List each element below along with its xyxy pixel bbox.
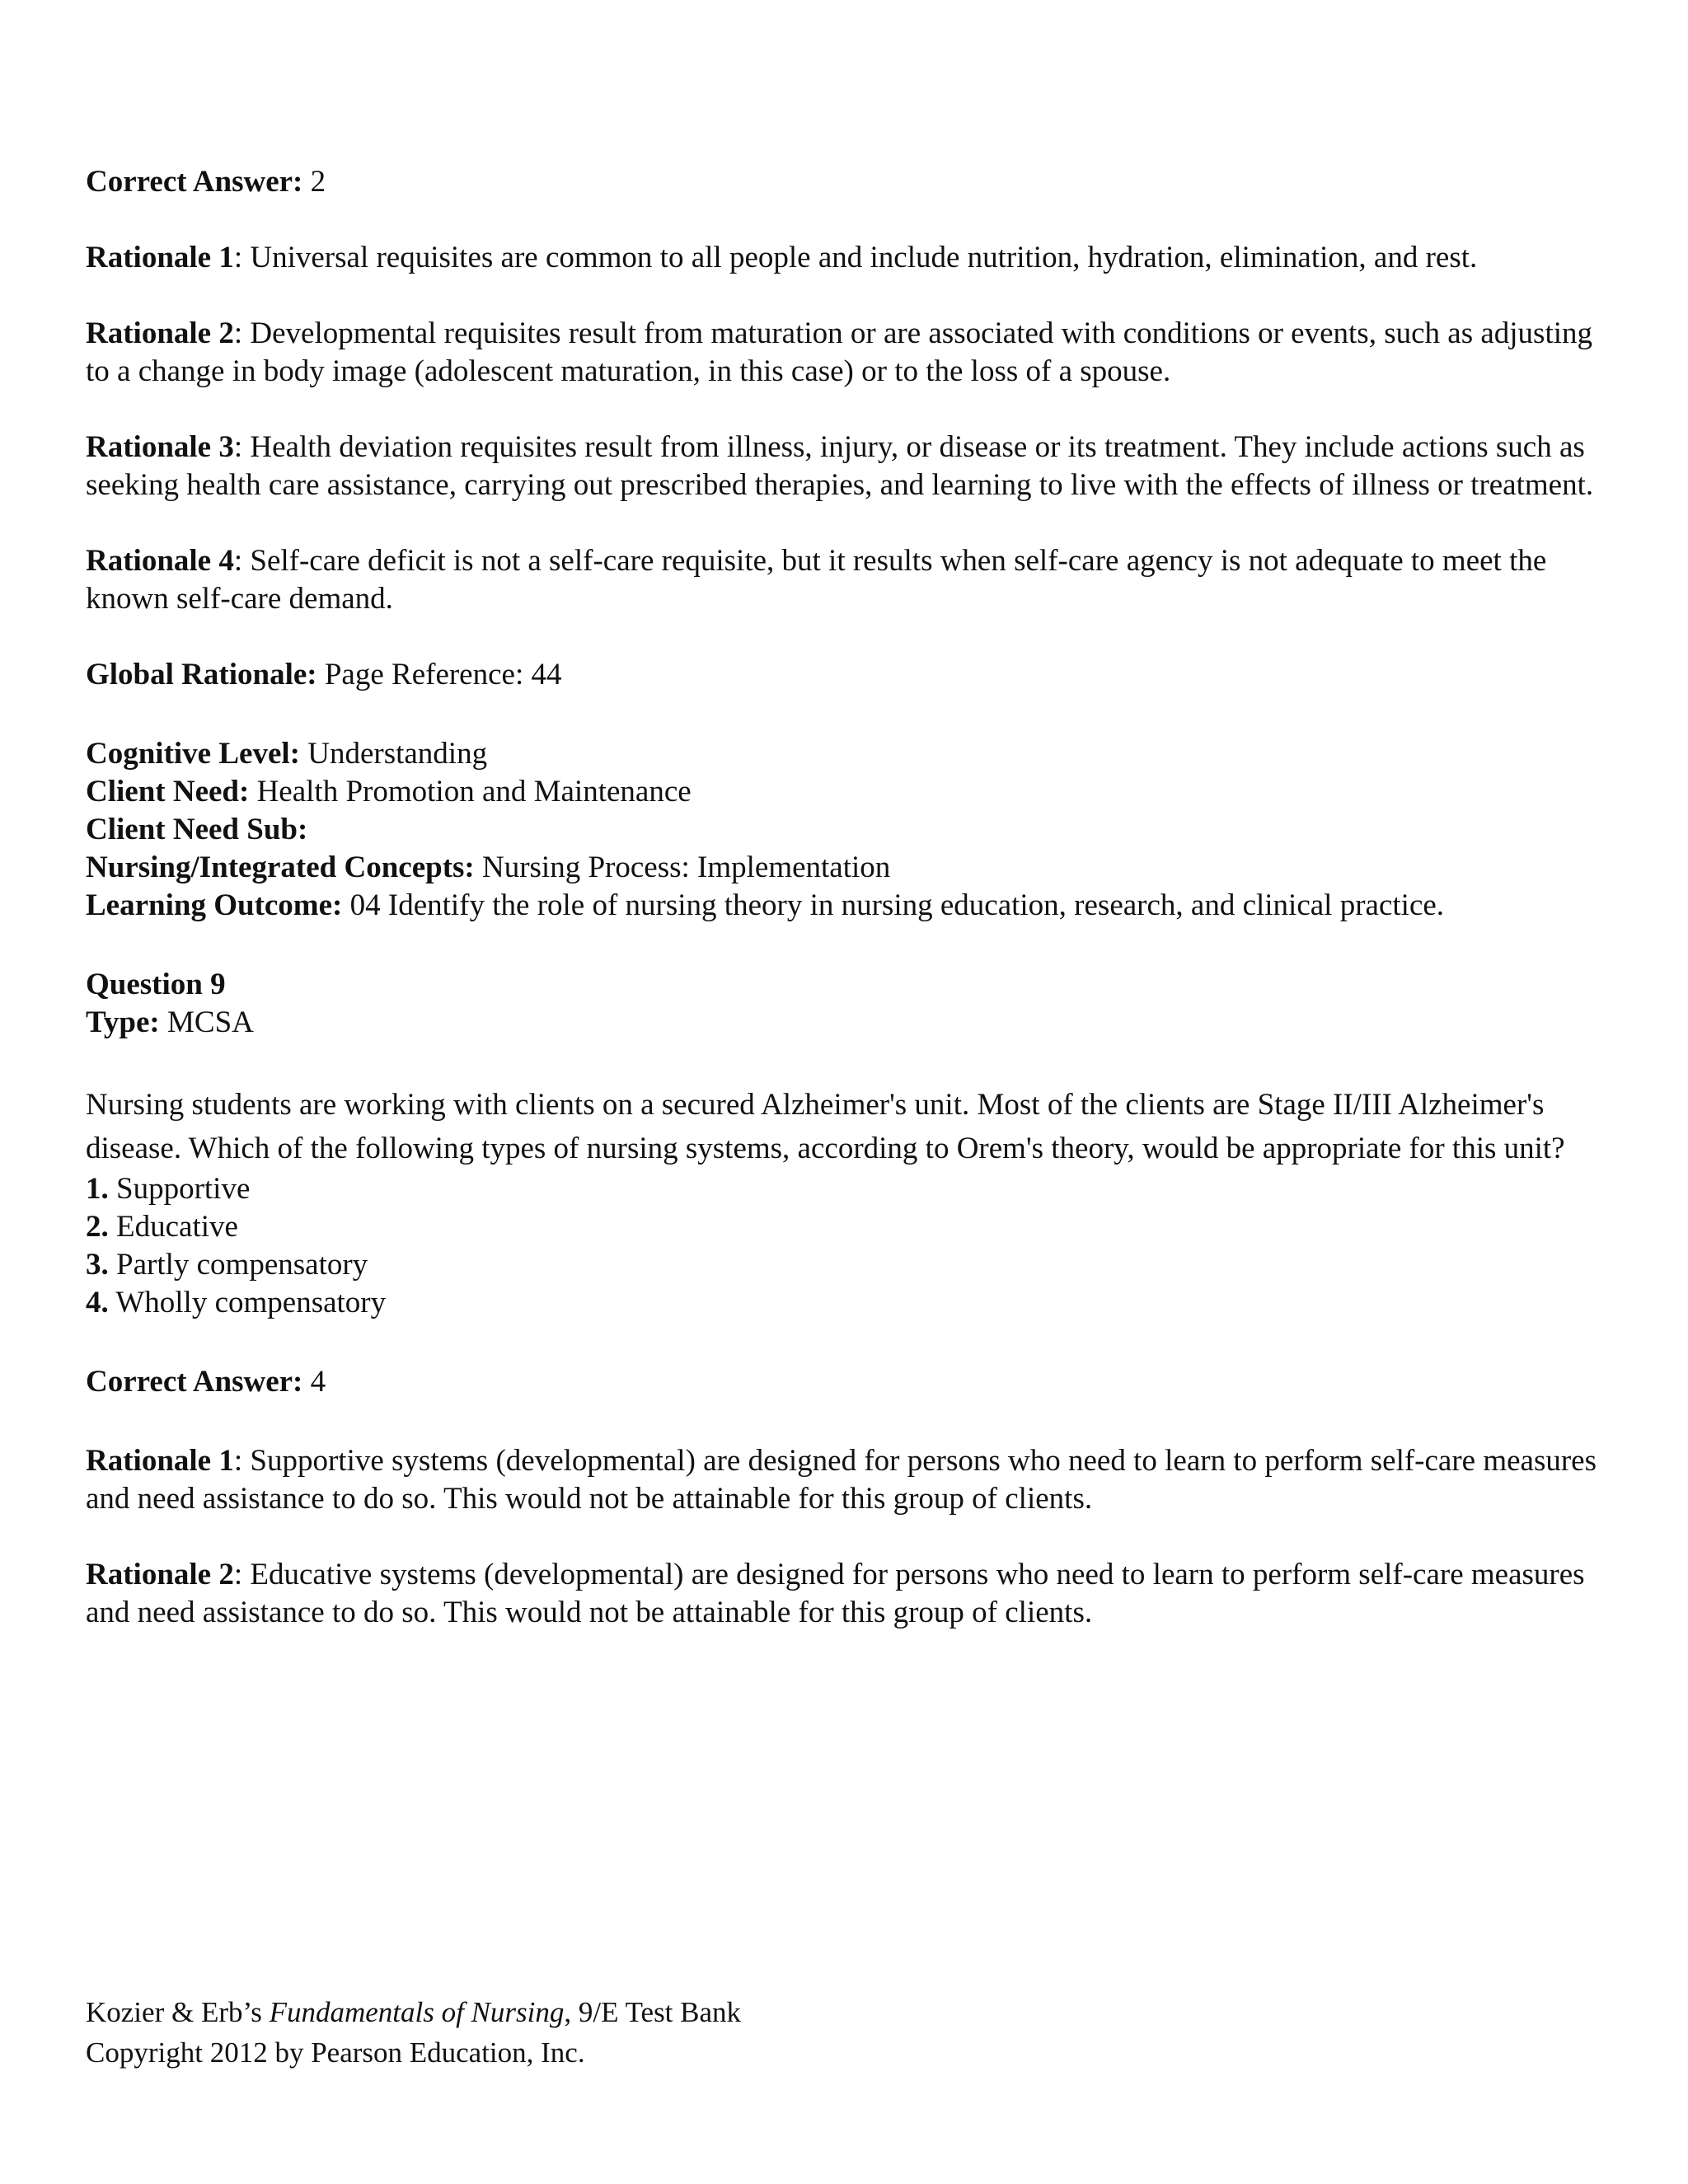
correct-answer-label: Correct Answer: — [86, 1365, 303, 1399]
option-text: Wholly compensatory — [108, 1286, 387, 1319]
metadata-block — [86, 735, 1619, 925]
cognitive-level — [86, 735, 1619, 773]
learning-outcome-value: 04 Identify the role of nursing theory in nursing education, research, and clinical practice. — [342, 888, 1445, 922]
question-type — [86, 1004, 1619, 1042]
rationale-4-previous — [86, 542, 1619, 618]
option-text: Supportive — [108, 1172, 251, 1206]
rationale-2-previous — [86, 315, 1619, 391]
nursing-concepts-value: Nursing Process: Implementation — [474, 851, 891, 884]
client-need-sub-label: Client Need Sub: — [86, 813, 308, 846]
correct-answer-value: 2 — [302, 165, 326, 199]
option-number: 4. — [86, 1286, 109, 1319]
answer-option — [86, 1170, 1619, 1208]
client-need-sub — [86, 811, 1619, 849]
rationale-text: : Self-care deficit is not a self-care requisite, but it results when self-care agency is not adequate to meet the known self-care demand. — [86, 544, 1547, 616]
rationale-text: : Health deviation requisites result from illness, injury, or disease or its treatment. They include actions such as seeking health care assistance, carrying out prescribed therapies, and learning to live with the effects of illness or treatment. — [86, 430, 1594, 502]
rationale-label: Rationale 2 — [86, 316, 234, 350]
question-title: Question 9 — [86, 968, 226, 1001]
client-need — [86, 773, 1619, 811]
rationale-text: : Educative systems (developmental) are designed for persons who need to learn to perform self-care measures and need assistance to do so. This would not be attainable for this group of clients. — [86, 1558, 1585, 1629]
correct-answer-value: 4 — [302, 1365, 326, 1399]
footer-book-line — [86, 1992, 1619, 2032]
rationale-text: : Universal requisites are common to all people and include nutrition, hydration, elimination, and rest. — [233, 241, 1478, 274]
client-need-value: Health Promotion and Maintenance — [249, 775, 692, 808]
rationale-1-previous — [86, 239, 1619, 277]
document-page — [86, 163, 1619, 1632]
correct-answer — [86, 1363, 1619, 1401]
rationale-text: : Supportive systems (developmental) are designed for persons who need to learn to perform self-care measures and need assistance to do so. This would not be attainable for this group of clients. — [86, 1444, 1597, 1516]
question-stem: Nursing students are working with clients on a secured Alzheimer's unit. Most of the clients are Stage II/III Alzheimer's disease. Which of the following types of nursing systems, according to Orem's theory, would be appropriate for this unit? — [86, 1088, 1565, 1165]
rationale-label: Rationale 1 — [86, 1444, 234, 1478]
rationale-label: Rationale 3 — [86, 430, 234, 464]
option-text: Educative — [108, 1210, 238, 1244]
option-number: 1. — [86, 1172, 109, 1206]
cognitive-level-label: Cognitive Level: — [86, 737, 300, 771]
global-rationale-value: Page Reference: 44 — [316, 658, 562, 691]
rationale-label: Rationale 2 — [86, 1558, 234, 1591]
option-number: 2. — [86, 1210, 109, 1244]
footer-edition: , 9/E Test Bank — [564, 1996, 742, 2028]
nursing-concepts-label: Nursing/Integrated Concepts: — [86, 851, 475, 884]
correct-answer-label: Correct Answer: — [86, 165, 303, 199]
learning-outcome-label: Learning Outcome: — [86, 888, 343, 922]
footer-copyright: Copyright 2012 by Pearson Education, Inc. — [86, 2036, 585, 2069]
answer-option — [86, 1284, 1619, 1322]
rationale-3-previous — [86, 429, 1619, 504]
rationale-2 — [86, 1556, 1619, 1632]
answer-option — [86, 1246, 1619, 1284]
question-header — [86, 966, 1619, 1042]
rationale-text: : Developmental requisites result from maturation or are associated with conditions or events, such as adjusting to a change in body image (adolescent maturation, in this case) or to the loss of a spouse. — [86, 316, 1593, 388]
rationale-label: Rationale 4 — [86, 544, 234, 578]
answer-option — [86, 1208, 1619, 1246]
nursing-concepts — [86, 849, 1619, 887]
footer-author: Kozier & Erb’s — [86, 1996, 270, 2028]
option-text: Partly compensatory — [108, 1248, 368, 1282]
footer-book-title: Fundamentals of Nursing — [269, 1996, 565, 2028]
option-number: 3. — [86, 1248, 109, 1282]
learning-outcome — [86, 887, 1619, 925]
client-need-label: Client Need: — [86, 775, 250, 808]
rationale-label: Rationale 1 — [86, 241, 234, 274]
correct-answer-previous — [86, 163, 1619, 201]
question-type-label: Type: — [86, 1005, 160, 1039]
cognitive-level-value: Understanding — [299, 737, 488, 771]
page-footer — [86, 1992, 1619, 2073]
rationale-1 — [86, 1442, 1619, 1518]
question-type-value: MCSA — [159, 1005, 254, 1039]
global-rationale-label: Global Rationale: — [86, 658, 317, 691]
global-rationale — [86, 656, 1619, 694]
